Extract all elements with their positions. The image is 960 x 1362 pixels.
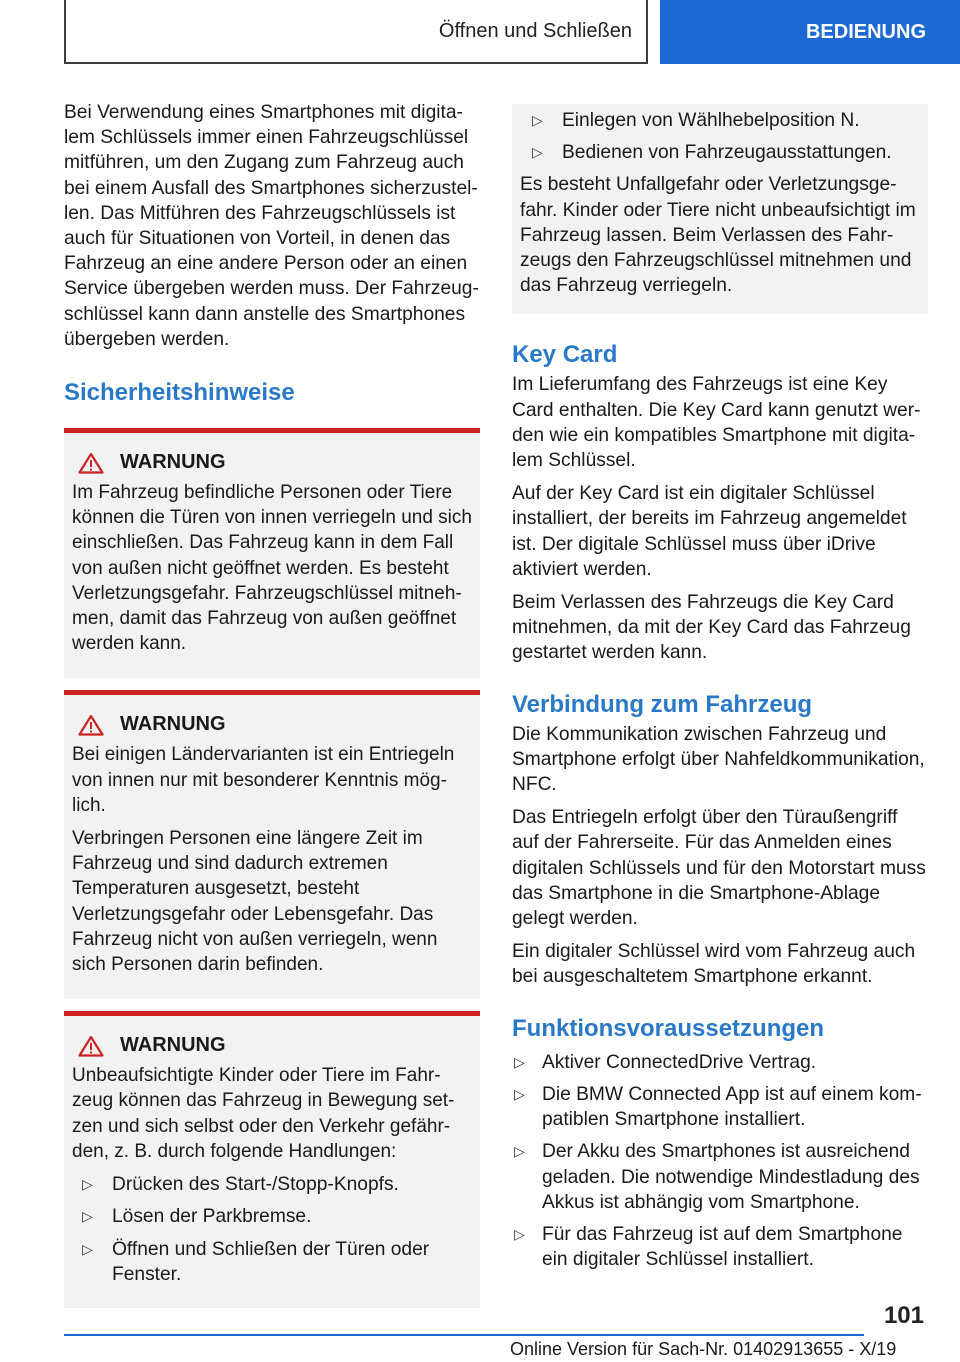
header-section xyxy=(64,0,648,64)
header-chapter xyxy=(660,0,960,64)
header-chapter-title: BEDIENUNG xyxy=(805,20,926,43)
bullet-triangle-icon: ▷ xyxy=(82,1176,93,1193)
connection-paragraph: Das Entriegeln erfolgt über den Türaußengriff auf der Fahrerseite. Für das Anmelden eines digitalen Schlüssels und für den Motorstart muss das Smartphone in die Smartphone-Ablage gelegt werden. xyxy=(512,807,926,930)
warning-label: WARNUNG xyxy=(120,451,226,474)
warning-list xyxy=(72,1172,472,1287)
bullet-triangle-icon: ▷ xyxy=(514,1053,525,1070)
warning-title xyxy=(72,451,472,474)
footer-version-text: Online Version für Sach-Nr. 01402913655 - X/19 xyxy=(510,1339,897,1359)
requirements-list xyxy=(512,1050,928,1273)
header-section-title: Öffnen und Schließen xyxy=(438,19,632,42)
left-column xyxy=(64,100,480,1320)
keycard-heading: Key Card xyxy=(512,341,618,369)
warning-text: Bei einigen Ländervarianten ist ein Entriegeln von innen nur mit besonderer Kenntnis möglich. xyxy=(72,744,455,816)
right-column xyxy=(512,104,928,1279)
connection-paragraph: Ein digitaler Schlüssel wird vom Fahrzeug auch bei ausgeschaltetem Smartphone erkannt. xyxy=(512,941,916,988)
list-item: ▷ Lösen der Parkbremse. xyxy=(72,1204,472,1229)
intro-paragraph: Bei Verwendung eines Smartphones mit digitalem Schlüssels immer einen Fahrzeugschlüssel mitführen, um den Zugang zum Fahrzeug auch bei einem Ausfall des Smartphones sicherzustellen. Das Mitführen des Fahrzeugschlüssels ist auch für Situationen von Vorteil, in denen das Fahrzeug an eine andere Person oder an einen Service übergeben werden muss. Der Fahrzeugschlüssel kann dann anstelle des Smartphones übergeben werden. xyxy=(64,102,479,350)
warning-text: Verbringen Personen eine längere Zeit im Fahrzeug und sind dadurch extremen Temperaturen ausgesetzt, besteht Verletzungsgefahr oder Lebensgefahr. Das Fahrzeug nicht von außen verriegeln, wenn sich Personen darin befinden. xyxy=(72,828,438,976)
warning-text: Es besteht Unfallgefahr oder Verletzungsgefahr. Kinder oder Tiere nicht unbeaufsichtigt im Fahrzeug lassen. Beim Verlassen des Fahrzeugs den Fahrzeugschlüssel mitnehmen und das Fahrzeug verriegeln. xyxy=(520,174,916,297)
warning-box-3 xyxy=(64,1011,480,1308)
keycard-paragraph: Im Lieferumfang des Fahrzeugs ist eine Key Card enthalten. Die Key Card kann genutzt werden wie ein kompatibles Smartphone mit digitalem Schlüssel. xyxy=(512,374,921,472)
warning-text: Unbeaufsichtigte Kinder oder Tiere im Fahrzeug können das Fahrzeug in Bewegung setzen und sich selbst oder den Verkehr gefährden, z. B. durch folgende Handlungen: xyxy=(72,1065,455,1162)
footer-divider xyxy=(64,1334,864,1336)
keycard-paragraph: Auf der Key Card ist ein digitaler Schlüssel installiert, der bereits im Fahrzeug angemeldet ist. Der digitale Schlüssel muss über iDrive aktiviert werden. xyxy=(512,483,907,580)
safety-heading: Sicherheitshinweise xyxy=(64,379,295,407)
warning-title xyxy=(72,713,472,736)
warning-title xyxy=(72,1034,472,1057)
bullet-triangle-icon: ▷ xyxy=(514,1143,525,1160)
list-item: ▷ Aktiver ConnectedDrive Vertrag. xyxy=(512,1050,928,1075)
list-item: ▷ Einlegen von Wählhebelposition N. xyxy=(520,108,920,133)
list-item: ▷ Drücken des Start-/Stopp-Knopfs. xyxy=(72,1172,472,1197)
requirements-heading: Funktionsvoraussetzungen xyxy=(512,1014,825,1042)
page-number: 101 xyxy=(883,1302,924,1329)
list-item: ▷ Die BMW Connected App ist auf einem kompatiblen Smartphone installiert. xyxy=(514,1083,922,1131)
list-item: ▷ Der Akku des Smartphones ist ausreichend geladen. Die notwendige Mindestladung des Akkus ist abhängig vom Smartphone. xyxy=(514,1141,920,1213)
bullet-triangle-icon: ▷ xyxy=(82,1208,93,1225)
warning-label: WARNUNG xyxy=(120,1034,226,1057)
bullet-triangle-icon: ▷ xyxy=(514,1085,525,1102)
warning-triangle-icon xyxy=(78,714,104,736)
warning-label: WARNUNG xyxy=(120,713,226,736)
bullet-triangle-icon: ▷ xyxy=(82,1240,93,1257)
warning-box-2 xyxy=(64,690,480,999)
bullet-triangle-icon: ▷ xyxy=(532,144,543,161)
list-item: ▷ Öffnen und Schließen der Türen oder Fenster. xyxy=(82,1238,430,1285)
connection-heading: Verbindung zum Fahrzeug xyxy=(512,690,813,718)
list-item: ▷ Bedienen von Fahrzeugausstattungen. xyxy=(520,140,920,165)
warning-continuation-box xyxy=(512,104,928,314)
warning-text: Im Fahrzeug befindliche Personen oder Tiere können die Türen von innen verriegeln und sich einschließen. Das Fahrzeug kann in dem Fall von außen nicht geöffnet werden. Es besteht Verletzungsgefahr. Fahrzeugschlüssel mitnehmen, damit das Fahrzeug von außen geöffnet werden kann. xyxy=(72,482,472,655)
bullet-triangle-icon: ▷ xyxy=(532,112,543,128)
keycard-paragraph: Beim Verlassen des Fahrzeugs die Key Card mitnehmen, da mit der Key Card das Fahrzeug gestartet werden kann. xyxy=(512,592,911,664)
warning-box-1 xyxy=(64,428,480,678)
warning-triangle-icon xyxy=(78,1035,104,1057)
list-item: ▷ Für das Fahrzeug ist auf dem Smartphone ein digitaler Schlüssel installiert. xyxy=(514,1223,903,1271)
connection-paragraph: Die Kommunikation zwischen Fahrzeug und Smartphone erfolgt über Nahfeldkommunikation, NFC. xyxy=(512,723,925,796)
bullet-triangle-icon: ▷ xyxy=(514,1225,525,1242)
warning-list-continued xyxy=(520,108,920,165)
warning-triangle-icon xyxy=(78,452,104,474)
